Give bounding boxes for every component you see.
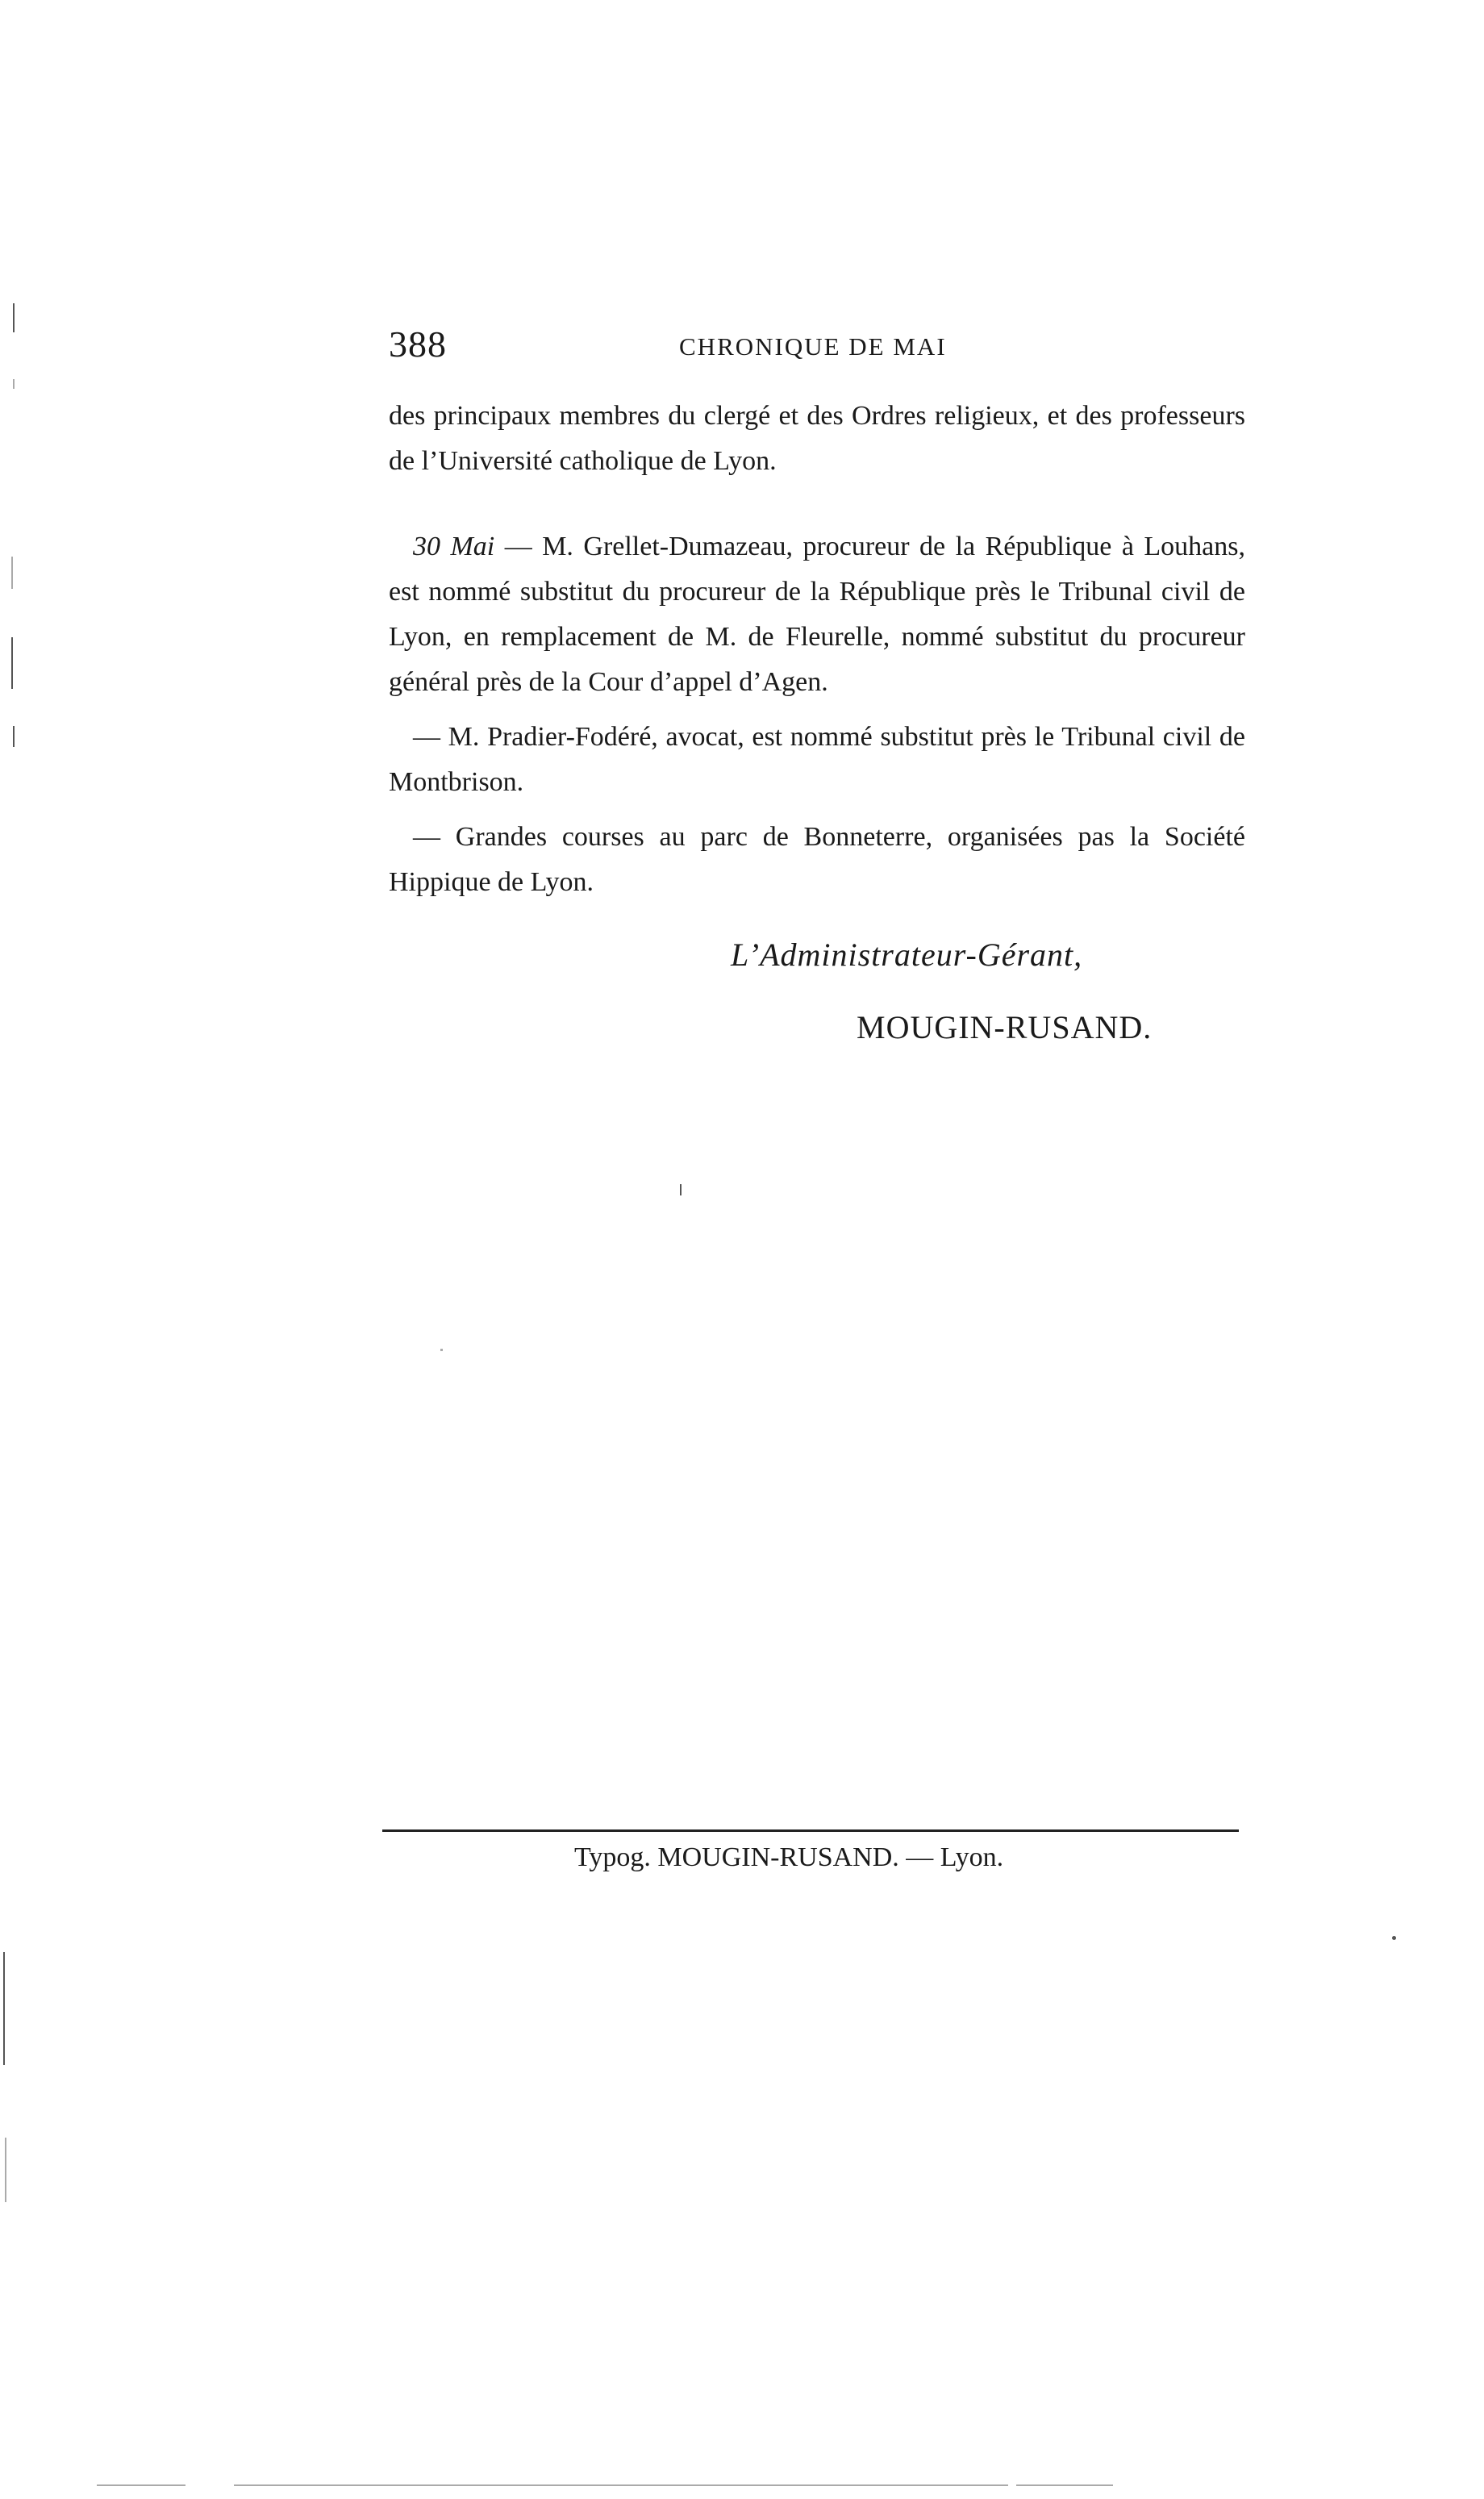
date-label: 30 Mai xyxy=(413,532,495,561)
paragraph-30-mai xyxy=(389,524,1245,705)
scan-mark xyxy=(440,1349,443,1351)
scan-mark xyxy=(97,2484,186,2486)
scan-mark xyxy=(13,303,15,332)
paragraph-continued: des principaux membres du clergé et des Ordres religieux, et des professeurs de l’Université catholique de Lyon. xyxy=(389,401,1245,476)
scan-mark xyxy=(3,1952,5,2065)
scan-mark xyxy=(234,2484,1008,2486)
running-head xyxy=(389,323,1245,371)
signature-name: MOUGIN-RUSAND. xyxy=(857,1009,1153,1045)
footer-rule xyxy=(382,1829,1239,1832)
scan-mark xyxy=(1392,1936,1396,1940)
body-text xyxy=(389,394,1245,905)
scan-mark xyxy=(680,1184,682,1195)
scan-mark xyxy=(11,557,13,589)
page-number: 388 xyxy=(389,323,447,365)
signature-title: L’Administrateur-Gérant, xyxy=(731,937,1083,973)
running-title: CHRONIQUE DE MAI xyxy=(679,332,947,361)
scan-mark xyxy=(11,637,13,689)
printer-imprint: Typog. MOUGIN-RUSAND. — Lyon. xyxy=(574,1842,1004,1872)
scan-mark xyxy=(13,379,15,389)
scan-mark xyxy=(5,2138,6,2202)
paragraph-pradier-fodere: — M. Pradier-Fodéré, avocat, est nommé substitut près le Tribunal civil de Montbrison. xyxy=(389,722,1245,797)
paragraph-30-mai-text: — M. Grellet-Dumazeau, procureur de la République à Louhans, est nommé substitut du procureur de la République près le Tribunal civil de Lyon, en remplacement de M. de Fleurelle, nommé substitut du procureur général près de la Cour d’appel d’Agen. xyxy=(389,532,1245,697)
scan-mark xyxy=(1016,2484,1113,2486)
paragraph-grandes-courses: — Grandes courses au parc de Bonneterre, organisées pas la Société Hippique de Lyon. xyxy=(389,822,1245,897)
scan-mark xyxy=(13,726,15,747)
